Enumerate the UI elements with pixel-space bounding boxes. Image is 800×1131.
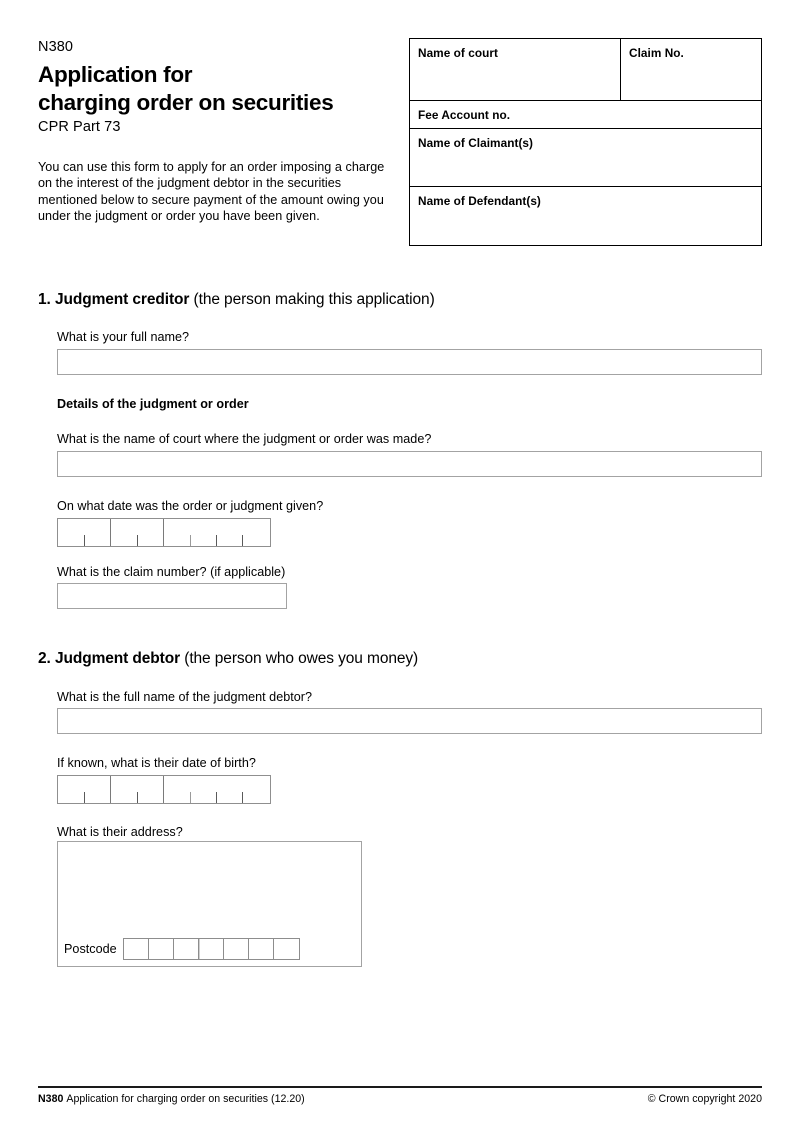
fee-account-no-label: Fee Account no. xyxy=(418,108,511,122)
postcode-cell[interactable] xyxy=(224,939,249,959)
court-box-row-court xyxy=(410,39,761,101)
claim-number-label: What is the claim number? (if applicable) xyxy=(57,565,286,579)
debtor-dob-input[interactable] xyxy=(57,775,271,804)
debtor-address-input[interactable] xyxy=(57,841,362,967)
footer-copyright: © Crown copyright 2020 xyxy=(647,1093,762,1105)
section-2-title: Judgment debtor xyxy=(54,650,181,667)
date-cell-divider xyxy=(190,792,191,803)
postcode-cell[interactable] xyxy=(149,939,174,959)
claim-no-field[interactable] xyxy=(621,39,761,100)
judgment-date-label: On what date was the order or judgment given? xyxy=(57,499,324,513)
postcode-cell[interactable] xyxy=(249,939,274,959)
form-subtitle: CPR Part 73 xyxy=(38,119,121,135)
section-1-number: 1. xyxy=(38,291,51,308)
judgment-date-day-group[interactable] xyxy=(58,519,111,546)
judgment-details-subheading: Details of the judgment or order xyxy=(57,397,249,411)
date-cell-divider xyxy=(242,792,243,803)
name-of-court-field[interactable] xyxy=(410,39,621,100)
section-1-note: (the person making this application) xyxy=(193,291,435,308)
date-cell-divider xyxy=(84,535,85,546)
judgment-date-year-group[interactable] xyxy=(164,519,270,546)
fee-account-no-field[interactable] xyxy=(410,101,761,128)
date-cell-divider xyxy=(137,535,138,546)
dob-day-group[interactable] xyxy=(58,776,111,803)
creditor-full-name-input[interactable] xyxy=(57,349,762,375)
debtor-full-name-input[interactable] xyxy=(57,708,762,734)
name-of-claimants-field[interactable] xyxy=(410,129,761,186)
date-cell-divider xyxy=(216,535,217,546)
footer-form-code: N380 xyxy=(38,1093,64,1105)
postcode-cell[interactable] xyxy=(199,939,224,959)
debtor-address-label: What is their address? xyxy=(57,825,183,839)
claim-no-label: Claim No. xyxy=(629,46,684,60)
postcode-cell[interactable] xyxy=(124,939,149,959)
postcode-input[interactable] xyxy=(123,938,300,960)
dob-month-group[interactable] xyxy=(111,776,164,803)
creditor-full-name-label: What is your full name? xyxy=(57,330,190,344)
footer-divider xyxy=(38,1086,762,1088)
postcode-cell[interactable] xyxy=(174,939,199,959)
page-title-line2: charging order on securities xyxy=(38,90,334,115)
court-box-row-fee xyxy=(410,101,761,129)
section-2-number: 2. xyxy=(38,650,51,667)
debtor-full-name-label: What is the full name of the judgment debtor? xyxy=(57,690,313,704)
section-1-title: Judgment creditor xyxy=(54,291,190,308)
section-2-note: (the person who owes you money) xyxy=(184,650,419,667)
name-of-claimants-label: Name of Claimant(s) xyxy=(418,136,534,150)
date-cell-divider xyxy=(242,535,243,546)
date-cell-divider xyxy=(216,792,217,803)
debtor-dob-label: If known, what is their date of birth? xyxy=(57,756,256,770)
claim-number-input[interactable] xyxy=(57,583,287,609)
postcode-row xyxy=(64,938,300,960)
name-of-defendants-field[interactable] xyxy=(410,187,761,245)
footer-form-reference xyxy=(38,1092,305,1106)
judgment-date-input[interactable] xyxy=(57,518,271,547)
date-cell-divider xyxy=(190,535,191,546)
page-title-line1: Application for xyxy=(38,62,193,87)
date-cell-divider xyxy=(84,792,85,803)
court-details-box xyxy=(409,38,762,246)
judgment-date-month-group[interactable] xyxy=(111,519,164,546)
name-of-defendants-label: Name of Defendant(s) xyxy=(418,194,541,208)
form-header xyxy=(38,38,400,225)
section-heading-judgment-creditor xyxy=(38,290,435,310)
date-cell-divider xyxy=(137,792,138,803)
judgment-court-name-label: What is the name of court where the judgment or order was made? xyxy=(57,432,432,446)
dob-year-group[interactable] xyxy=(164,776,270,803)
court-box-row-claimant xyxy=(410,129,761,187)
intro-paragraph: You can use this form to apply for an order imposing a charge on the interest of the judgment debtor in the securities mentioned below to secure payment of the amount owing you under the judgment or order you have been given. xyxy=(38,160,385,224)
court-box-row-defendant xyxy=(410,187,761,246)
section-heading-judgment-debtor xyxy=(38,649,418,669)
judgment-court-name-input[interactable] xyxy=(57,451,762,477)
postcode-label: Postcode xyxy=(64,942,117,956)
form-code: N380 xyxy=(38,39,74,55)
footer-form-description: Application for charging order on securities (12.20) xyxy=(66,1093,305,1105)
name-of-court-label: Name of court xyxy=(418,46,498,60)
postcode-cell[interactable] xyxy=(274,939,299,959)
